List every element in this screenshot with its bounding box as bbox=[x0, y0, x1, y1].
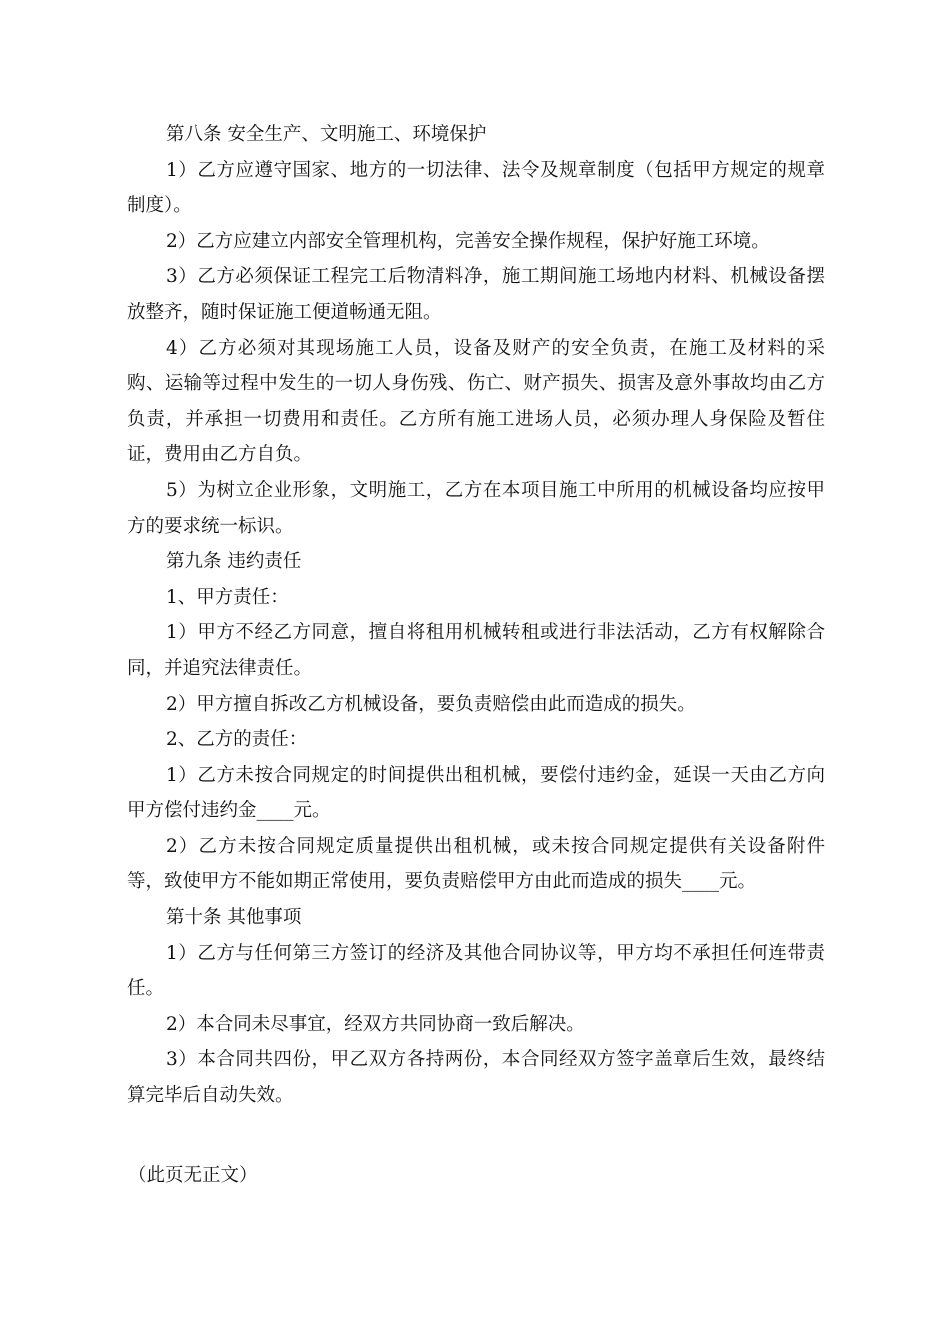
article-9-party-a-clause-2: 2）甲方擅自拆改乙方机械设备，要负责赔偿由此而造成的损失。 bbox=[166, 693, 696, 715]
article-8-clause-2: 2）乙方应建立内部安全管理机构，完善安全操作规程，保护好施工环境。 bbox=[166, 230, 770, 252]
document-body bbox=[127, 117, 825, 1114]
article-10-heading: 第十条 其他事项 bbox=[166, 907, 302, 929]
article-8-heading: 第八条 安全生产、文明施工、环境保护 bbox=[166, 124, 487, 145]
article-10-clause-3: 3）本合同共四份，甲乙双方各持两份，本合同经双方签字盖章后生效，最终结算完毕后自动失效。 bbox=[127, 1049, 825, 1107]
article-9-party-a-clause-1: 1）甲方不经乙方同意，擅自将租用机械转租或进行非法活动，乙方有权解除合同，并追究法律责任。 bbox=[127, 622, 825, 679]
article-8-clause-4: 4）乙方必须对其现场施工人员，设备及财产的安全负责，在施工及材料的采购、运输等过程中发生的一切人身伤残、伤亡、财产损失、损害及意外事故均由乙方负责，并承担一切费用和责任。乙方所有施工进场人员，必须办理人身保险及暂住证，费用由乙方自负。 bbox=[127, 337, 825, 466]
article-9-party-a-heading: 1、甲方责任： bbox=[166, 586, 289, 608]
article-10-clause-1: 1）乙方与任何第三方签订的经济及其他合同协议等，甲方均不承担任何连带责任。 bbox=[127, 942, 825, 1000]
article-9-party-b-heading: 2、乙方的责任： bbox=[166, 729, 308, 751]
article-9-party-b-clause-2: 2）乙方未按合同规定质量提供出租机械，或未按合同规定提供有关设备附件等，致使甲方不能如期正常使用，要负责赔偿甲方由此而造成的损失____元。 bbox=[127, 835, 825, 893]
article-9-party-b-clause-1: 1）乙方未按合同规定的时间提供出租机械，要偿付违约金，延误一天由乙方向甲方偿付违约金____元。 bbox=[127, 764, 825, 822]
article-9-heading: 第九条 违约责任 bbox=[166, 551, 302, 573]
article-10-clause-2: 2）本合同未尽事宜，经双方共同协商一致后解决。 bbox=[166, 1013, 585, 1035]
no-content-note: （此页无正文） bbox=[128, 1165, 258, 1186]
article-8-clause-1: 1）乙方应遵守国家、地方的一切法律、法令及规章制度（包括甲方规定的规章制度）。 bbox=[127, 159, 825, 217]
article-8-clause-3: 3）乙方必须保证工程完工后物清料净，施工期间施工场地内材料、机械设备摆放整齐，随时保证施工便道畅通无阻。 bbox=[127, 266, 825, 323]
article-8-clause-5: 5）为树立企业形象，文明施工，乙方在本项目施工中所用的机械设备均应按甲方的要求统一标识。 bbox=[127, 479, 825, 537]
